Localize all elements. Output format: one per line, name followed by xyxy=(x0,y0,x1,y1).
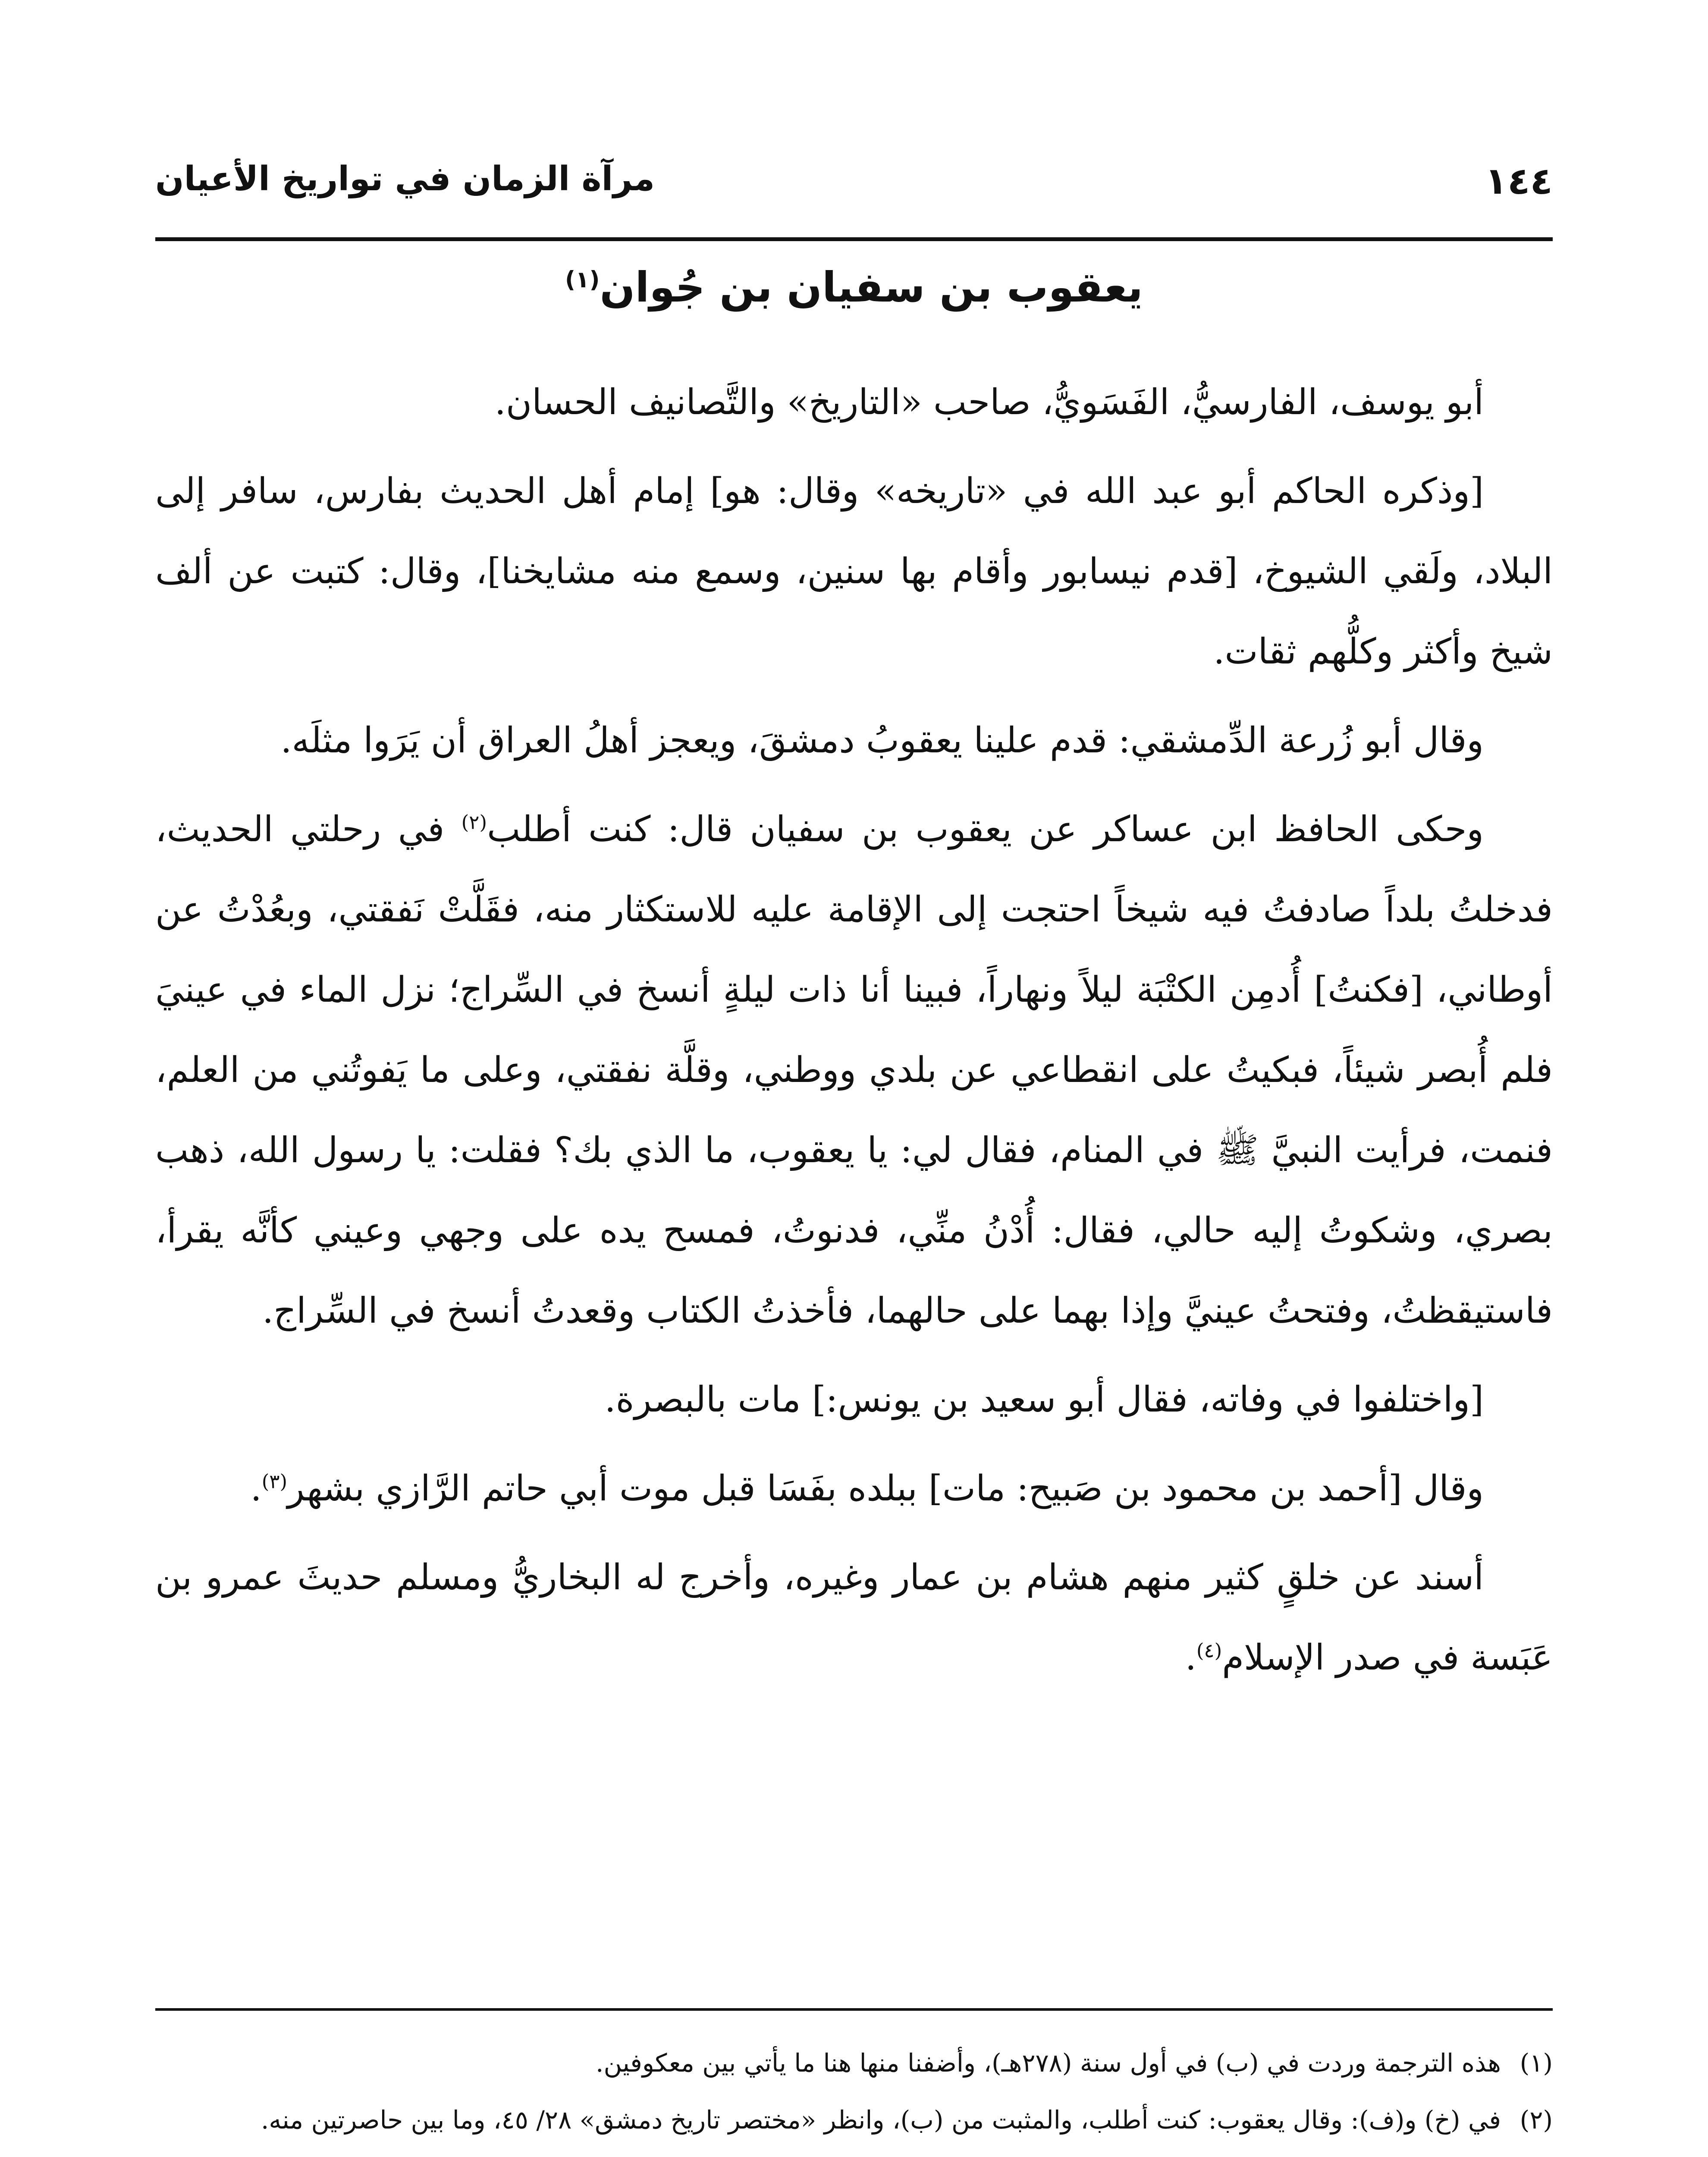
footnote xyxy=(155,2036,1553,2090)
paragraph: وقال أبو زُرعة الدِّمشقي: قدم علينا يعقوبُ دمشقَ، ويعجز أهلُ العراق أن يَرَوا مثلَه. xyxy=(280,720,1484,761)
footnotes xyxy=(155,2036,1553,2157)
footnote xyxy=(155,2150,1553,2157)
footnote-ref: (١) xyxy=(565,267,600,293)
main-text xyxy=(155,362,1553,1707)
paragraph-text: وحكى الحافظ ابن عساكر عن يعقوب بن سفيان قال: كنت أطلب xyxy=(487,809,1484,850)
footnote-text: هذه الترجمة وردت في (ب) في أول سنة (٢٧٨هـ)، وأضفنا منها هنا ما يأتي بين معكوفين. xyxy=(596,2048,1501,2078)
paragraph: أبو يوسف، الفارسيُّ، الفَسَويُّ، صاحب «التاريخ» والتَّصانيف الحسان. xyxy=(494,382,1484,423)
footnote-divider xyxy=(155,2008,1553,2011)
footnote-number: (٢) xyxy=(1520,2105,1553,2135)
paragraph: [وذكره الحاكم أبو عبد الله في «تاريخه» وقال: هو] إمام أهل الحديث بفارس، سافر إلى البلاد، ولَقي الشيوخ، [قدم نيسابور وأقام بها سنين، وسمع منه مشايخنا]، وقال: كتبت عن ألف شيخ وأكثر وكلُّهم ثقات. xyxy=(155,471,1553,672)
footnote-ref: (٣) xyxy=(261,1470,288,1493)
entry-title xyxy=(155,263,1553,311)
footnote-text: في (خ) و(ف): وقال يعقوب: كنت أطلب، والمثبت من (ب)، وانظر «مختصر تاريخ دمشق» ٢٨/ ٤٥، وما بين حاصرتين منه. xyxy=(261,2105,1501,2135)
paragraph-text: . xyxy=(250,1468,262,1509)
footnote-number xyxy=(1520,2150,1553,2157)
paragraph xyxy=(155,1449,1553,1529)
paragraph xyxy=(155,1538,1553,1698)
page-number: ١٤٤ xyxy=(1485,160,1553,203)
paragraph-text: في رحلتي الحديث، فدخلتُ بلداً صادفتُ فيه شيخاً احتجت إلى الإقامة عليه للاستكثار منه، فقَلَّتْ نَفقتي، وبعُدْتُ عن أوطاني، [فكنتُ] أُدمِن الكتْبَة ليلاً ونهاراً، فبينا أنا ذات ليلةٍ أنسخ في السِّراج؛ نزل الماء في عينيَ فلم أُبصر شيئاً، فبكيتُ على انقطاعي عن بلدي ووطني، وقلَّة نفقتي، وعلى ما يَفوتُني من العلم، فنمت، فرأيت النبيَّ ﷺ في المنام، فقال لي: يا يعقوب، ما الذي بك؟ فقلت: يا رسول الله، ذهب بصري، وشكوتُ إليه حالي، فقال: أُدْنُ منِّي، فدنوتُ، فمسح يده على وجهي وعيني كأنَّه يقرأ، فاستيقظتُ، وفتحتُ عينيَّ وإذا بهما على حالهما، فأخذتُ الكتاب وقعدتُ أنسخ في السِّراج. xyxy=(155,809,1553,1331)
paragraph: [واختلفوا في وفاته، فقال أبو سعيد بن يونس:] مات بالبصرة. xyxy=(604,1379,1484,1420)
running-title: مرآة الزمان في تواريخ الأعيان xyxy=(155,160,655,198)
paragraph-text: . xyxy=(1185,1637,1196,1678)
page-header xyxy=(155,142,1553,241)
footnote-number: (١) xyxy=(1520,2048,1553,2078)
footnote-ref: (٢) xyxy=(461,811,487,834)
footnote-ref: (٤) xyxy=(1196,1639,1222,1662)
paragraph-text: وقال [أحمد بن محمود بن صَبيح: مات] ببلده بفَسَا قبل موت أبي حاتم الرَّازي بشهر xyxy=(287,1468,1484,1509)
paragraph-text: أسند عن خلقٍ كثير منهم هشام بن عمار وغيره، وأخرج له البخاريُّ ومسلم حديثَ عمرو بن عَبَسة في صدر الإسلام xyxy=(155,1557,1553,1678)
paragraph xyxy=(155,789,1553,1351)
entry-title-text: يعقوب بن سفيان بن جُوان xyxy=(600,263,1143,311)
footnote xyxy=(155,2093,1553,2147)
